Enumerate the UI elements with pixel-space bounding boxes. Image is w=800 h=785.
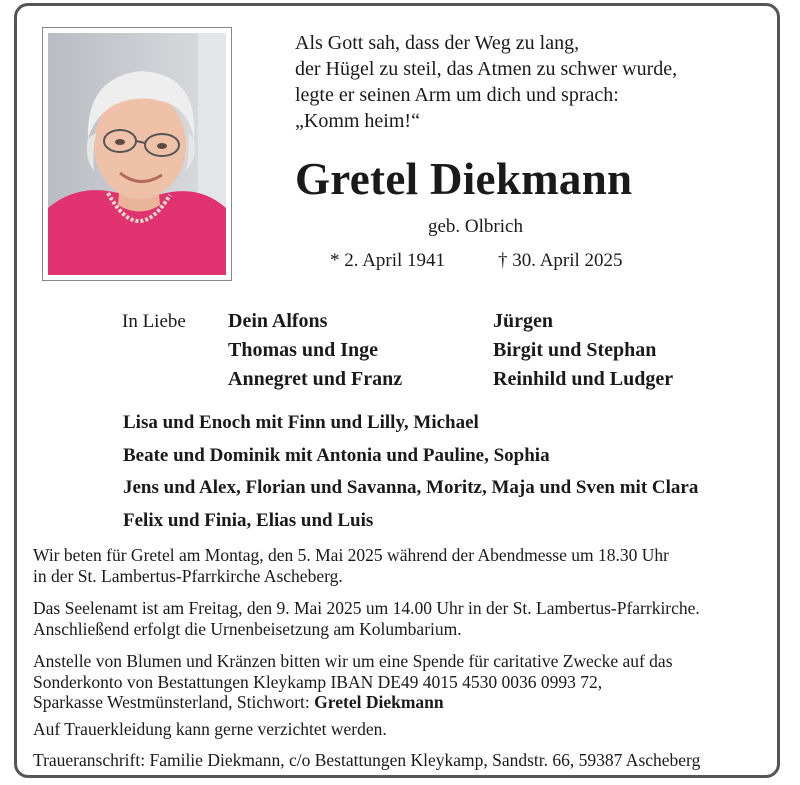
mass-line: Wir beten für Gretel am Montag, den 5. Mai 2025 während der Abendmesse um 18.30 Uhr xyxy=(33,545,669,565)
family-member: Thomas und Inge xyxy=(228,339,379,361)
grandchildren-line: Beate und Dominik mit Antonia und Pauline, Sophia xyxy=(123,444,550,466)
requiem-info xyxy=(33,598,700,639)
birth-date: * 2. April 1941 xyxy=(330,250,446,271)
donation-line: Anstelle von Blumen und Kränzen bitten wir um eine Spende für caritative Zwecke auf das xyxy=(33,651,673,671)
in-love-label: In Liebe xyxy=(122,311,186,332)
donation-bank: Sparkasse Westmünsterland, Stichwort: xyxy=(33,692,315,712)
family-member: Birgit und Stephan xyxy=(493,339,657,361)
donation-line xyxy=(33,692,673,713)
grandchildren-line: Jens und Alex, Florian und Savanna, Moritz, Maja und Sven mit Clara xyxy=(123,477,699,498)
mourning-address xyxy=(33,750,700,771)
dress-line: Auf Trauerkleidung kann gerne verzichtet werden. xyxy=(33,719,387,739)
grandchildren-line: Lisa und Enoch mit Finn und Lilly, Michael xyxy=(123,412,479,433)
poem-line: legte er seinen Arm um dich und sprach: xyxy=(295,84,619,106)
maiden-name: geb. Olbrich xyxy=(428,216,523,237)
address-line: Traueranschrift: Familie Diekmann, c/o Bestattungen Kleykamp, Sandstr. 66, 59387 Ascheberg xyxy=(33,750,701,770)
death-date: † 30. April 2025 xyxy=(498,250,623,271)
family-column-1 xyxy=(228,307,402,394)
requiem-line: Das Seelenamt ist am Freitag, den 9. Mai 2025 um 14.00 Uhr in der St. Lambertus-Pfarrkirche. xyxy=(33,598,700,618)
mass-info xyxy=(33,545,669,586)
family-member: Reinhild und Ludger xyxy=(493,368,674,390)
grandchildren-line: Felix und Finia, Elias und Luis xyxy=(123,509,374,531)
family-member: Jürgen xyxy=(493,310,553,332)
poem-line: der Hügel zu steil, das Atmen zu schwer wurde, xyxy=(295,58,678,80)
life-dates xyxy=(330,250,623,272)
family-column-2 xyxy=(493,307,673,394)
portrait-photo xyxy=(48,33,226,275)
family-member: Annegret und Franz xyxy=(228,368,403,390)
dress-info xyxy=(33,719,387,740)
deceased-name: Gretel Diekmann xyxy=(295,154,633,204)
donation-info xyxy=(33,651,673,713)
mass-line: in der St. Lambertus-Pfarrkirche Ascheberg. xyxy=(33,565,343,586)
donation-line: Sonderkonto von Bestattungen Kleykamp IBAN DE49 4015 4530 0036 0993 72, xyxy=(33,671,603,692)
family-member: Dein Alfons xyxy=(228,310,328,332)
poem xyxy=(295,30,677,134)
poem-line: „Komm heim!“ xyxy=(295,110,420,132)
poem-line: Als Gott sah, dass der Weg zu lang, xyxy=(295,32,580,54)
grandchildren-list xyxy=(123,407,698,537)
donation-keyword: Gretel Diekmann xyxy=(314,692,444,712)
requiem-line: Anschließend erfolgt die Urnenbeisetzung am Kolumbarium. xyxy=(33,618,462,639)
